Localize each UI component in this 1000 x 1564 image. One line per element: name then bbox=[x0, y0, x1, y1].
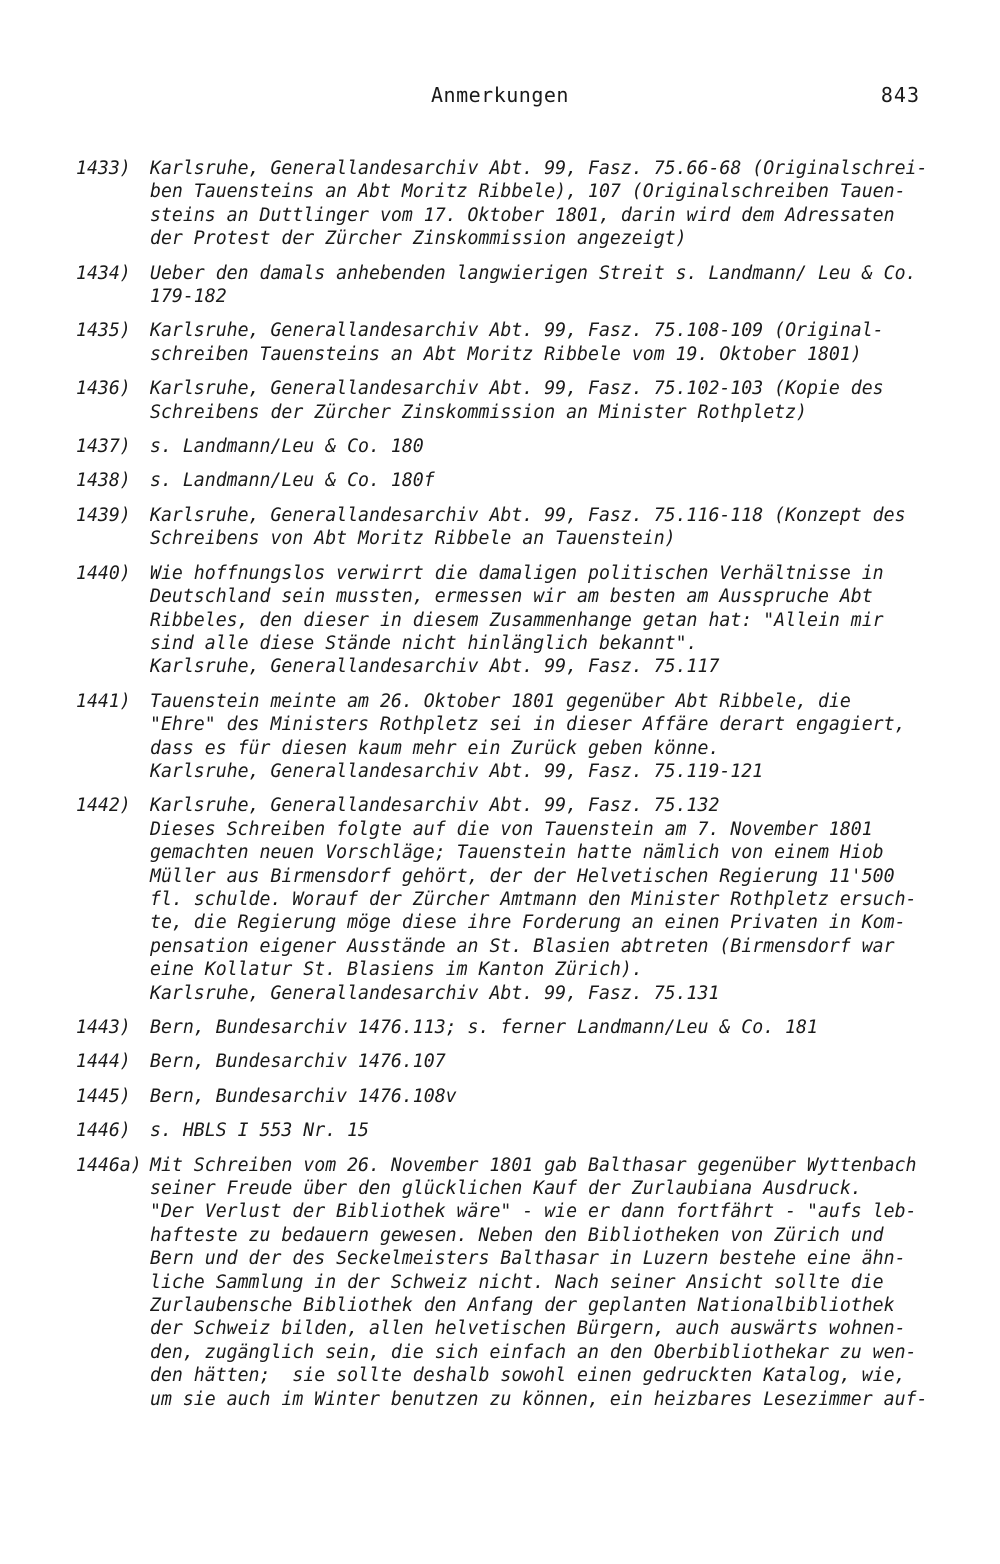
endnote-number: 1435) bbox=[76, 320, 131, 342]
endnote-line: Ueber den damals anhebenden langwierigen Streit s. Landmann/ Leu & Co. bbox=[150, 262, 917, 284]
endnote-line: liche Sammlung in der Schweiz nicht. Nach seiner Ansicht sollte die bbox=[150, 1271, 884, 1293]
endnote bbox=[76, 1154, 938, 1411]
endnote-line: Karlsruhe, Generallandesarchiv Abt. 99, Fasz. 75.132 bbox=[150, 795, 720, 817]
endnote-line: schreiben Tauensteins an Abt Moritz Ribbele vom 19. Oktober 1801) bbox=[150, 343, 862, 365]
endnote-line: Schreibens von Abt Moritz Ribbele an Tauenstein) bbox=[150, 528, 676, 550]
endnote-line: der Schweiz bilden, allen helvetischen Bürgern, auch auswärts wohnen- bbox=[150, 1318, 906, 1340]
endnote-line: gemachten neuen Vorschläge; Tauenstein hatte nämlich von einem Hiob bbox=[150, 842, 884, 864]
endnote bbox=[76, 794, 938, 1005]
endnote-line: pensation eigener Ausstände an St. Blasien abtreten (Birmensdorf war bbox=[150, 935, 895, 957]
endnote bbox=[76, 157, 938, 251]
endnote-number: 1441) bbox=[76, 690, 131, 712]
endnote-line: Karlsruhe, Generallandesarchiv Abt. 99, Fasz. 75.116-118 (Konzept des bbox=[150, 504, 906, 526]
endnote-line: Wie hoffnungslos verwirrt die damaligen politischen Verhältnisse in bbox=[150, 562, 884, 584]
endnote-number: 1443) bbox=[76, 1017, 131, 1038]
endnote-text bbox=[150, 562, 938, 679]
endnote-line: Bern, Bundesarchiv 1476.113; s. ferner Landmann/Leu & Co. 181 bbox=[150, 1017, 818, 1038]
endnote-text bbox=[150, 262, 938, 309]
endnote-number: 1442) bbox=[76, 795, 131, 817]
endnote-line: Bern und der des Seckelmeisters Balthasar in Luzern bestehe eine ähn- bbox=[150, 1248, 906, 1270]
endnote-number: 1438) bbox=[76, 470, 131, 492]
endnote-line: Dieses Schreiben folgte auf die von Tauenstein am 7. November 1801 bbox=[150, 818, 873, 840]
endnote-number: 1440) bbox=[76, 562, 131, 584]
endnote bbox=[76, 504, 938, 551]
endnote-text bbox=[150, 435, 938, 458]
endnote-line: Karlsruhe, Generallandesarchiv Abt. 99, Fasz. 75.66-68 (Originalschrei- bbox=[150, 158, 928, 179]
running-title: Anmerkungen bbox=[431, 83, 569, 107]
endnote-text bbox=[150, 1016, 938, 1039]
endnote-line: Bern, Bundesarchiv 1476.108v bbox=[150, 1085, 457, 1107]
endnote-number: 1446a) bbox=[76, 1154, 142, 1176]
endnote-line: dass es für diesen kaum mehr ein Zurück geben könne. bbox=[150, 737, 720, 759]
endnote-number: 1444) bbox=[76, 1051, 131, 1073]
endnote-line: hafteste zu bedauern gewesen. Neben den Bibliotheken von Zürich und bbox=[150, 1224, 884, 1246]
endnote bbox=[76, 377, 938, 424]
endnote-line: Karlsruhe, Generallandesarchiv Abt. 99, Fasz. 75.119-121 bbox=[150, 760, 764, 782]
endnote-line: Karlsruhe, Generallandesarchiv Abt. 99, Fasz. 75.102-103 (Kopie des bbox=[150, 378, 884, 400]
endnote-line: Karlsruhe, Generallandesarchiv Abt. 99, Fasz. 75.108-109 (Original- bbox=[150, 320, 884, 342]
endnote-line: 179-182 bbox=[150, 286, 227, 308]
page-header bbox=[0, 83, 1000, 109]
endnote-number: 1433) bbox=[76, 158, 131, 179]
endnote-line: Tauenstein meinte am 26. Oktober 1801 gegenüber Abt Ribbele, die bbox=[150, 690, 851, 712]
endnote-text bbox=[150, 157, 938, 251]
endnote-text bbox=[150, 469, 938, 492]
endnotes-list bbox=[76, 157, 938, 1422]
endnote-line: Zurlaubensche Bibliothek den Anfang der geplanten Nationalbibliothek bbox=[150, 1295, 895, 1317]
endnote bbox=[76, 319, 938, 366]
endnote bbox=[76, 262, 938, 309]
endnote bbox=[76, 1050, 938, 1073]
endnote-line: Bern, Bundesarchiv 1476.107 bbox=[150, 1051, 446, 1073]
endnote-text bbox=[150, 690, 938, 784]
endnote-text bbox=[150, 377, 938, 424]
endnote bbox=[76, 469, 938, 492]
endnote-line: Karlsruhe, Generallandesarchiv Abt. 99, Fasz. 75.131 bbox=[150, 982, 720, 1004]
endnote-line: s. Landmann/Leu & Co. 180f bbox=[150, 470, 435, 492]
endnote-text bbox=[150, 504, 938, 551]
endnote-line: Müller aus Birmensdorf gehört, der der Helvetischen Regierung 11'500 bbox=[150, 865, 895, 887]
endnote-line: Mit Schreiben vom 26. November 1801 gab Balthasar gegenüber Wyttenbach bbox=[150, 1154, 917, 1176]
endnote-line: fl. schulde. Worauf der Zürcher Amtmann den Minister Rothpletz ersuch- bbox=[150, 888, 917, 910]
endnote-number: 1434) bbox=[76, 262, 131, 284]
endnote bbox=[76, 1016, 938, 1039]
endnote-line: seiner Freude über den glücklichen Kauf der Zurlaubiana Ausdruck. bbox=[150, 1178, 862, 1200]
endnote-text bbox=[150, 794, 938, 1005]
endnote-line: steins an Duttlinger vom 17. Oktober 1801, darin wird dem Adressaten bbox=[150, 204, 895, 226]
endnote-line: s. HBLS I 553 Nr. 15 bbox=[150, 1120, 369, 1142]
endnote-line: Ribbeles, den dieser in diesem Zusammenhange getan hat: "Allein mir bbox=[150, 609, 884, 631]
endnote-text bbox=[150, 1154, 938, 1411]
endnote-number: 1446) bbox=[76, 1120, 131, 1142]
endnote-line: te, die Regierung möge diese ihre Forderung an einen Privaten in Kom- bbox=[150, 912, 906, 934]
endnote-line: um sie auch im Winter benutzen zu können, ein heizbares Lesezimmer auf- bbox=[150, 1388, 928, 1410]
endnote-number: 1439) bbox=[76, 504, 131, 526]
endnote-line: Karlsruhe, Generallandesarchiv Abt. 99, Fasz. 75.117 bbox=[150, 656, 720, 678]
endnote-line: den, zugänglich sein, die sich einfach an den Oberbibliothekar zu wen- bbox=[150, 1341, 917, 1363]
endnote-line: s. Landmann/Leu & Co. 180 bbox=[150, 436, 424, 458]
endnote-line: "Der Verlust der Bibliothek wäre" - wie er dann fortfährt - "aufs leb- bbox=[150, 1201, 917, 1223]
endnote-number: 1436) bbox=[76, 378, 131, 400]
endnote-line: eine Kollatur St. Blasiens im Kanton Zürich). bbox=[150, 959, 643, 981]
endnote-line: Deutschland sein mussten, ermessen wir am besten am Ausspruche Abt bbox=[150, 586, 873, 608]
endnote-text bbox=[150, 319, 938, 366]
endnote-number: 1437) bbox=[76, 436, 131, 458]
endnote-text bbox=[150, 1085, 938, 1108]
endnote bbox=[76, 690, 938, 784]
endnote-line: sind alle diese Stände nicht hinlänglich bekannt". bbox=[150, 632, 698, 654]
endnote-text bbox=[150, 1050, 938, 1073]
endnote-line: Schreibens der Zürcher Zinskommission an Minister Rothpletz) bbox=[150, 401, 807, 423]
endnote bbox=[76, 1119, 938, 1142]
page-number: 843 bbox=[880, 83, 920, 107]
endnote bbox=[76, 562, 938, 679]
endnote-text bbox=[150, 1119, 938, 1142]
endnote-line: "Ehre" des Ministers Rothpletz sei in dieser Affäre derart engagiert, bbox=[150, 714, 906, 736]
endnote-line: ben Tauensteins an Abt Moritz Ribbele), 107 (Originalschreiben Tauen- bbox=[150, 181, 906, 203]
endnote bbox=[76, 435, 938, 458]
endnote-line: der Protest der Zürcher Zinskommission angezeigt) bbox=[150, 228, 687, 250]
endnote-line: den hätten; sie sollte deshalb sowohl einen gedruckten Katalog, wie, bbox=[150, 1365, 906, 1387]
endnote-number: 1445) bbox=[76, 1085, 131, 1107]
endnote bbox=[76, 1085, 938, 1108]
